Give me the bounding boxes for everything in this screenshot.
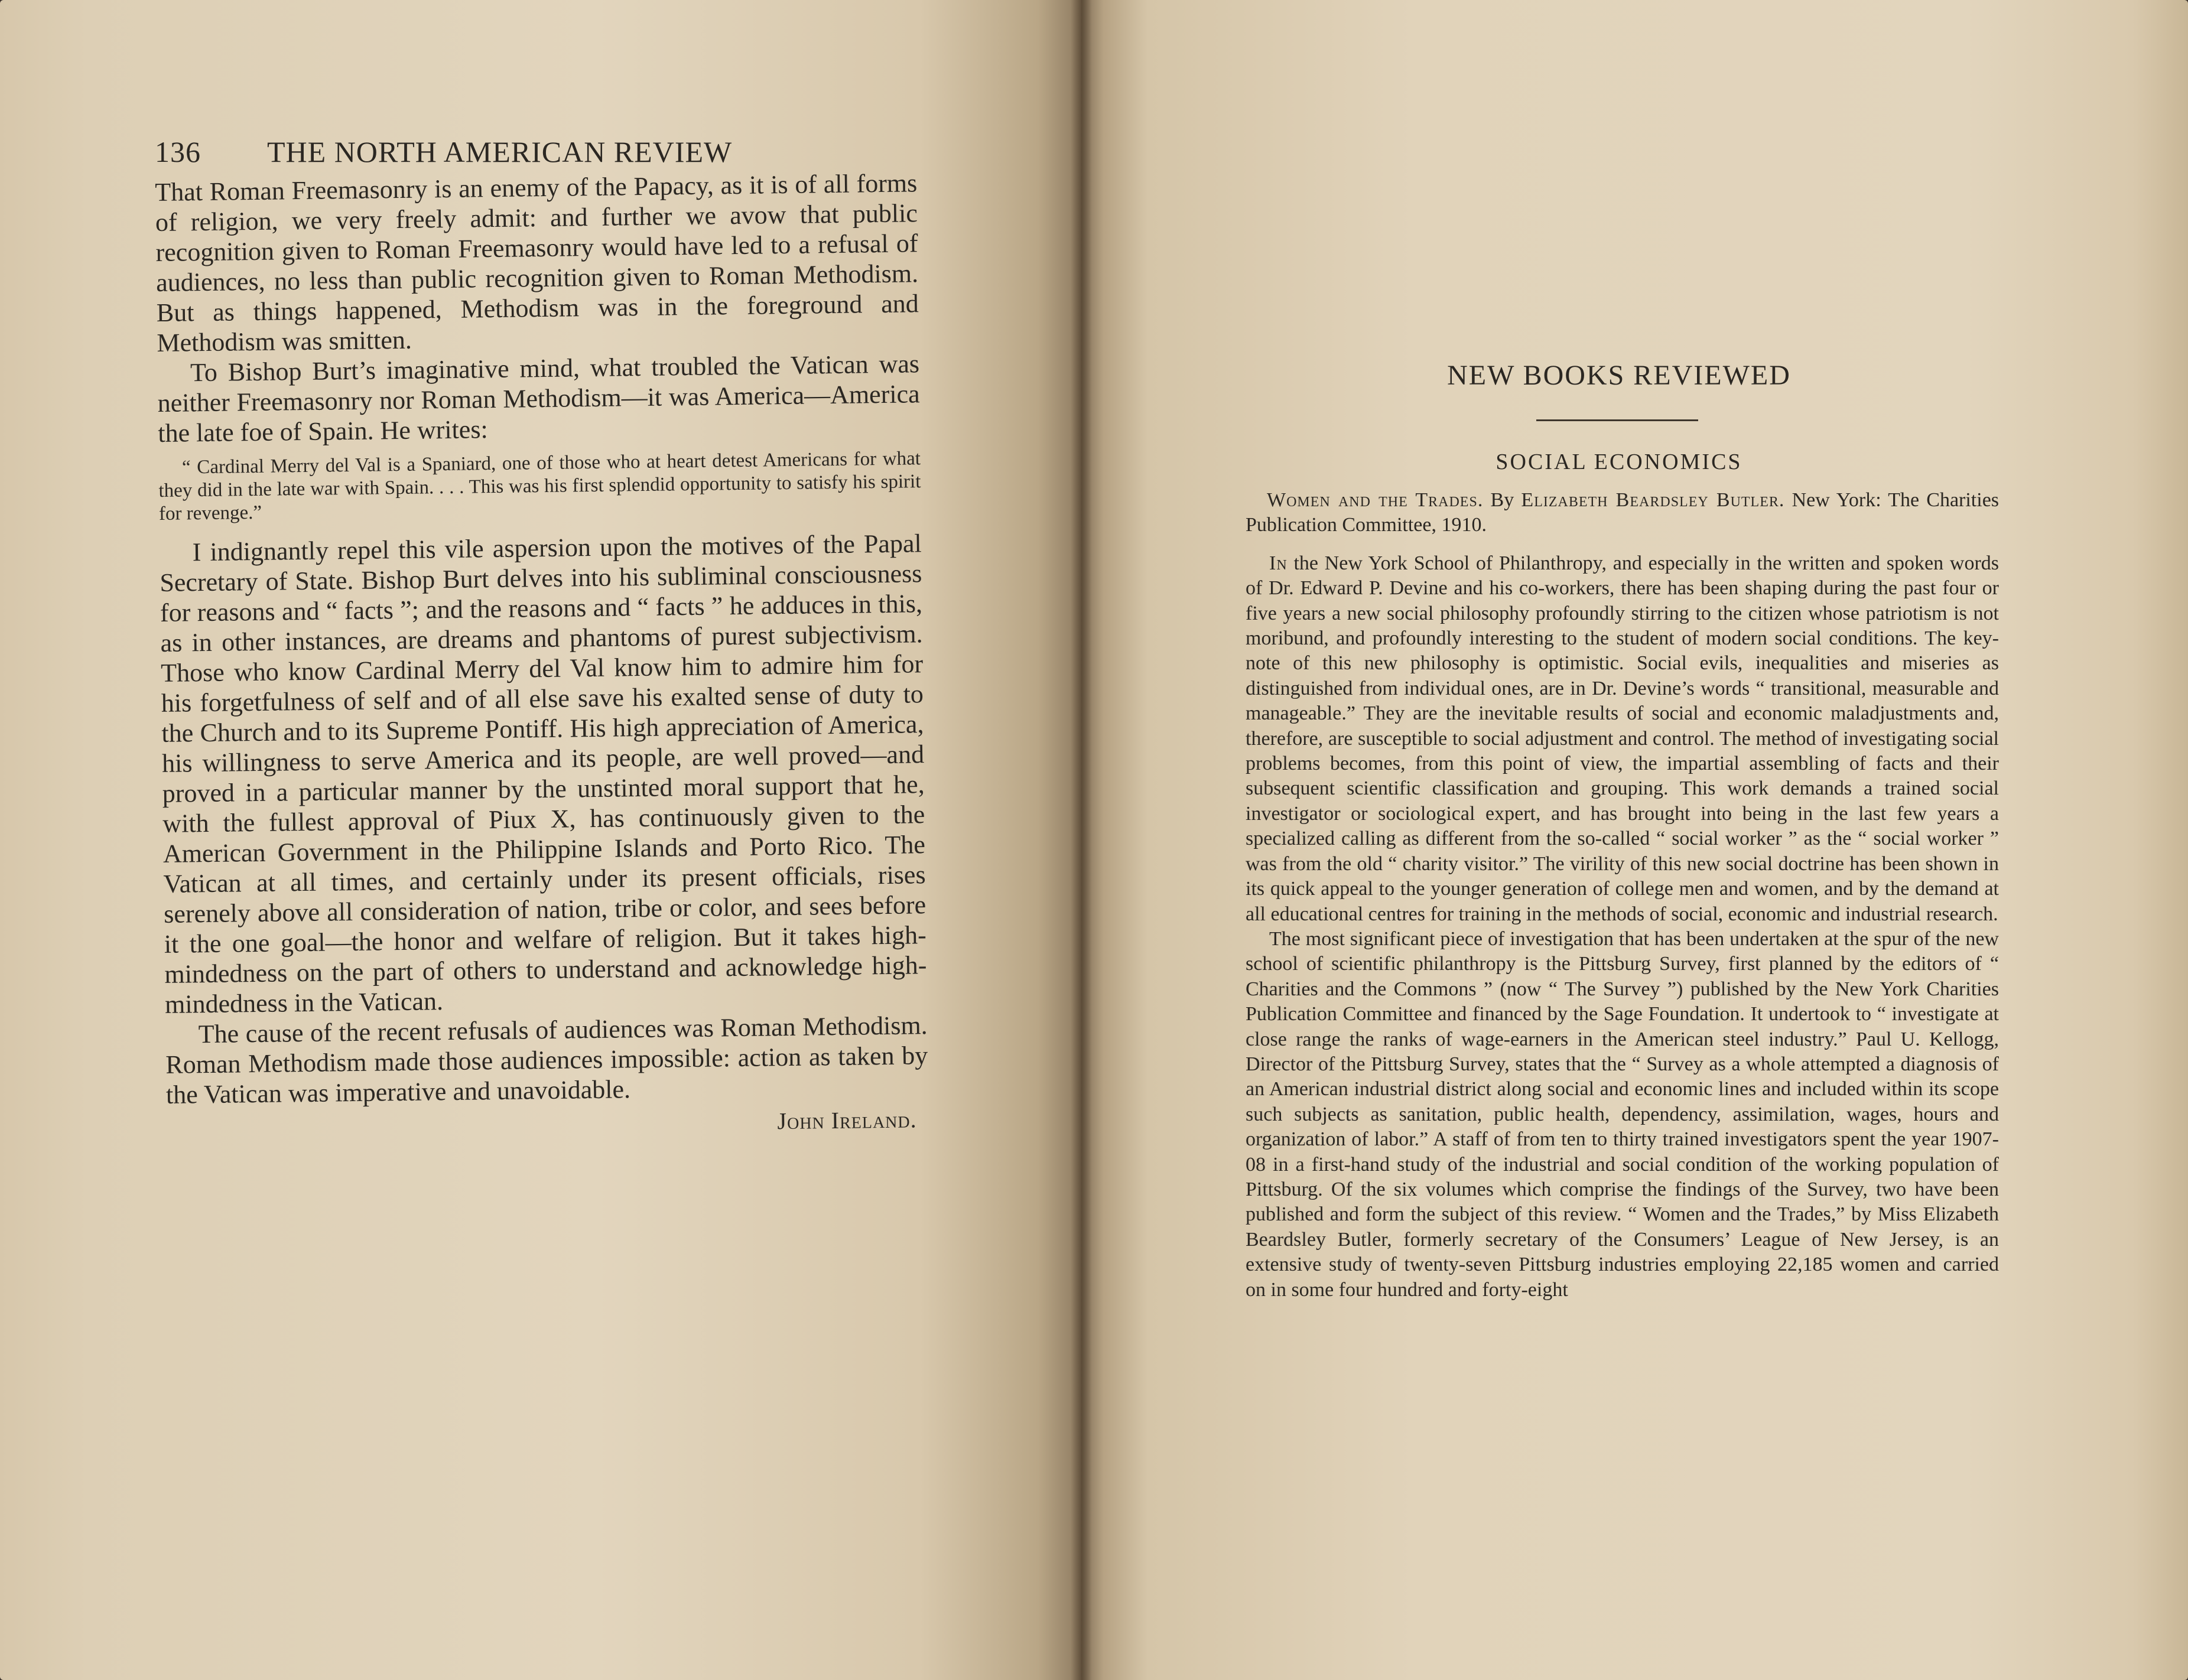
- book-citation: [1246, 488, 1999, 538]
- left-body-text: [155, 168, 929, 1144]
- book-publisher: New York: The Charities Publication Committee, 1910.: [1246, 489, 2000, 536]
- block-quote: “ Cardinal Merry del Val is a Spaniard, one of those who at heart detest Americans for what they did in the late war with Spain. . . . This was his first splendid opportunity to satisfy his spirit for revenge.”: [158, 448, 921, 525]
- subsection-title: SOCIAL ECONOMICS: [1495, 450, 1742, 474]
- book-gutter: [1071, 0, 1092, 1680]
- signature: John Ireland.: [777, 1106, 917, 1135]
- running-head: [155, 135, 923, 169]
- paragraph-text: the New York School of Philanthropy, and especially in the written and spoken words of Dr. Edward P. Devine and his co-workers, there has been shaping during the past four or five years a new social philosophy profoundly stirring to the citizen whose patriotism is not moribund, and profoundly interesting to the student of modern social conditions. The key-note of this new philosophy is optimistic. Social evils, inequalities and miseries as distinguished from individual ones, are in Dr. Devine’s words “ transitional, measurable and manageable.” They are the inevitable results of social and economic maladjustments and, therefore, are susceptible to social adjustment and control. The method of investigating social problems becomes, from this point of view, the impartial assembling of facts and their subsequent scientific classification and grouping. This work demands a trained social investigator or sociological expert, and has brought into being in the last few years a specialized calling as different from the so-called “ social worker ” as the “ social worker ” was from the old “ charity visitor.” The virility of this new social doctrine has been shown in its quick appeal to the younger generation of college men and women, and by the demand at all educational centres for training in the methods of social, economic and industrial research.: [1246, 552, 1999, 925]
- left-page: [0, 0, 1081, 1680]
- title-rule: [1536, 419, 1698, 421]
- book-by: By: [1490, 489, 1514, 511]
- paragraph: The most significant piece of investigation that has been undertaken at the spur of the new school of scientific philanthropy is the Pittsburg Survey, first planned by the editors of “ Charities and the Commons ” (now “ The Survey ”) published by the New York Charities Publication Committee and financed by the Sage Foundation. It undertook to “ investigate at close range the ranks of wage-earners in the American steel industry.” Paul U. Kellogg, Director of the Pittsburg Survey, states that the “ Survey as a whole attempted a diagnosis of an American industrial district along social and economic lines and included within its scope such subjects as sanitation, public health, dependency, assimilation, wages, hours and organization of labor.” A staff of from ten to thirty trained investigators spent the year 1907-08 in a first-hand study of the industrial and social condition of the working population of Pittsburg. Of the six volumes which comprise the findings of the Survey, two have been published and form the subject of this review. “ Women and the Trades,” by Miss Elizabeth Beardsley Butler, formerly secretary of the Consumers’ League of New Jersey, is an extensive study of twenty-seven Pittsburg industries employing 22,185 women and carried on in some four hundred and forty-eight: [1246, 927, 1999, 1301]
- paragraph: To Bishop Burt’s imaginative mind, what troubled the Vatican was neither Freemasonry nor Roman Methodism—it was America—America the late foe of Spain. He writes:: [157, 349, 920, 448]
- dropcap-word: In: [1269, 552, 1288, 574]
- journal-title: THE NORTH AMERICAN REVIEW: [267, 135, 733, 168]
- paragraph: [1246, 551, 1999, 927]
- paragraph: That Roman Freemasonry is an enemy of the Papacy, as it is of all forms of religion, we very freely admit: and further we avow that public recognition given to Roman Freemasonry would have led to a refusal of audiences, no less than public recognition given to Roman Methodism. But as things happened, Methodism was in the foreground and Methodism was smitten.: [155, 168, 919, 357]
- right-body-text: [1246, 488, 1999, 1303]
- section-title: NEW BOOKS REVIEWED: [1447, 360, 1791, 391]
- page-number: 136: [155, 135, 201, 168]
- book-title: Women and the Trades.: [1267, 489, 1484, 511]
- book-author: Elizabeth Beardsley Butler.: [1521, 489, 1785, 511]
- paragraph: I indignantly repel this vile aspersion upon the motives of the Papal Secretary of State. Bishop Burt delves into his subliminal consciousness for reasons and “ facts ”; and the reasons and “ facts ” he adduces in this, as in other instances, are dreams and phantoms of purest subjectivism. Those who know Cardinal Merry del Val know him to admire him for his forgetfulness of self and of all else save his exalted sense of duty to the Church and to its Supreme Pontiff. His high appreciation of America, his willingness to serve America and its people, are well proved—and proved in a particular manner by the unstinted moral support that he, with the fullest approval of Piux X, has continuously given to the American Government in the Philippine Islands and Porto Rico. The Vatican at all times, and certainly under its present officials, rises serenely above all consideration of nation, tribe or color, and sees before it the one goal—the honor and welfare of religion. But it takes high-mindedness on the part of others to understand and acknowledge high-mindedness in the Vatican.: [160, 529, 927, 1019]
- paragraph: The cause of the recent refusals of audiences was Roman Methodism. Roman Methodism made those audiences impossible: action as taken by the Vatican was imperative and unavoidable.: [165, 1011, 928, 1109]
